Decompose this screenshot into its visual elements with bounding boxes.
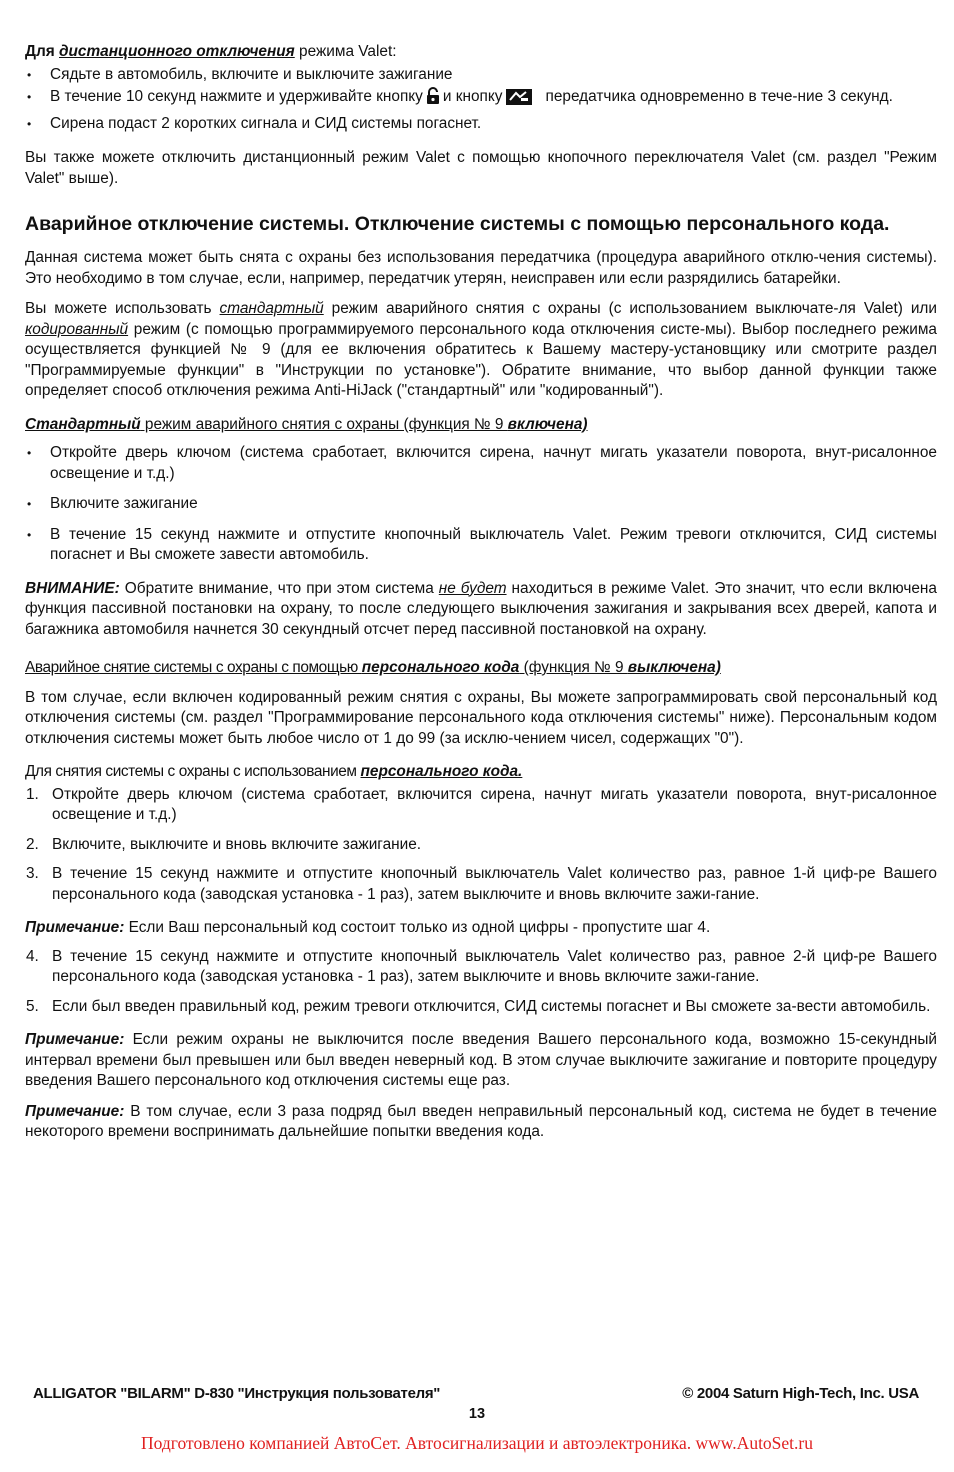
- p2-coded: кодированный: [25, 320, 129, 338]
- note-2: [25, 1030, 937, 1092]
- coded-sub-a: Для снятия системы с охраны с использованием: [25, 763, 361, 780]
- warning-label: ВНИМАНИЕ:: [25, 579, 120, 597]
- list-item: • Откройте дверь ключом (система сработает, включится сирена, начнут мигать указатели поворота, внут-рисалонное освещение и т.д.): [27, 444, 937, 482]
- lock-icon: [426, 87, 440, 112]
- footer-copyright: © 2004 Saturn High-Tech, Inc. USA: [682, 1385, 919, 1402]
- coded-step-5: Если был введен правильный код, режим тревоги отключится, СИД системы погаснет и Вы сможете за-вести автомобиль.: [52, 997, 931, 1015]
- p2-b: режим аварийного снятия с охраны (с использованием выключате-ля Valet) или: [323, 300, 938, 317]
- p2-c: режим (с помощью программируемого персонального кода отключения систе-мы). Выбор последнего режима осуществляется функцией № 9 (для ее включения обратитесь к Вашему мастеру-установщику или смотрите раздел "Программируемые функции" в "Инструкции по установке"). Обратите внимание, что выбор данной функции также определяет способ отключения режима Anti-HiJack ("стандартный" или "кодированный").: [25, 320, 937, 399]
- remote-step-2a: В течение 10 секунд нажмите и удерживайте кнопку: [50, 88, 423, 105]
- page-number: 13: [468, 1406, 486, 1422]
- standard-step-1: Откройте дверь ключом (система сработает, включится сирена, начнут мигать указатели поворота, внут-рисалонное освещение и т.д.): [50, 444, 937, 482]
- remote-off-note: Вы также можете отключить дистанционный режим Valet с помощью кнопочного переключателя Valet (см. раздел "Режим Valet" выше).: [25, 149, 937, 187]
- list-item: • Сирена подаст 2 коротких сигнала и СИД системы погаснет.: [27, 114, 482, 132]
- note-3: [25, 1102, 937, 1143]
- list-item: • Сядьте в автомобиль, включите и выключите зажигание: [27, 65, 453, 83]
- standard-step-3: В течение 15 секунд нажмите и отпустите кнопочный выключатель Valet. Режим тревоги отключится, СИД системы погаснет и Вы сможете завести автомобиль.: [50, 525, 937, 563]
- intro-a: Для: [25, 43, 59, 60]
- page-body: [25, 42, 937, 1143]
- remote-step-1: Сядьте в автомобиль, включите и выключите зажигание: [50, 65, 453, 83]
- list-item: 4. В течение 15 секунд нажмите и отпустите кнопочный выключатель Valet количество раз, равное 2-й циф-ре Вашего персонального кода (заводская установка - 1 раз), затем выключите и вновь включите зажи-гание.: [26, 947, 937, 985]
- coded-sub-em: персонального кода.: [360, 763, 523, 780]
- remote-step-3: Сирена подаст 2 коротких сигнала и СИД системы погаснет.: [50, 114, 482, 132]
- note-label: Примечание:: [25, 919, 125, 936]
- list-item: 1. Откройте дверь ключом (система сработает, включится сирена, начнут мигать указатели поворота, внут-рисалонное освещение и т.д.): [26, 785, 937, 823]
- coded-p1: В том случае, если включен кодированный режим снятия с охраны, Вы можете запрограммировать свой персональный код отключения системы (см. раздел "Программирование персонального кода отключения системы" ниже). Персональным кодом отключения системы может быть любое число от 1 до 99 (за исклю-чением чисел, содержащих "0").: [25, 688, 937, 747]
- list-item: • В течение 10 секунд нажмите и удерживайте кнопку и кнопку передатчика одновременно в тече-ние 3 секунд.: [25, 87, 937, 112]
- p2-standard: стандартный: [219, 300, 324, 317]
- remote-off-intro: [25, 42, 937, 63]
- note-label: Примечание:: [25, 1102, 125, 1120]
- remote-step-2b: и кнопку: [442, 88, 503, 105]
- emergency-p1: Данная система может быть снята с охраны без использования передатчика (процедура аварийного отклю-чения системы). Это необходимо в том случае, если, например, передатчик утерян, неисправен или если разрядились батарейки.: [25, 249, 937, 287]
- coded-step-4: В течение 15 секунд нажмите и отпустите кнопочный выключатель Valet количество раз, равное 2-й циф-ре Вашего персонального кода (заводская установка - 1 раз), затем выключите и вновь включите зажи-гание.: [52, 947, 937, 985]
- standard-head-em: Стандартный: [25, 415, 141, 433]
- list-item: 2. Включите, выключите и вновь включите зажигание.: [26, 835, 422, 853]
- warn-em: не будет: [438, 579, 507, 597]
- list-item: • Включите зажигание: [27, 495, 198, 512]
- emergency-p2: [25, 299, 937, 402]
- coded-heading: [25, 658, 937, 679]
- trunk-icon: [506, 89, 532, 112]
- intro-b: режима Valet:: [294, 43, 397, 60]
- warn-b: находиться в режиме Valet. Это значит, что если включена функция пассивной постановки на охрану, то после следующего выключения зажигания и закрывания всех дверей, капота и багажника автомобиля начнется 30 секундный отсчет перед пассивной постановкой на охрану.: [25, 579, 937, 638]
- warn-a: Обратите внимание, что при этом система: [119, 579, 439, 597]
- list-item: 3. В течение 15 секунд нажмите и отпустите кнопочный выключатель Valet количество раз, равное 1-й циф-ре Вашего персонального кода (заводская установка - 1 раз), затем выключите и вновь включите зажи-гание.: [26, 865, 937, 903]
- p2-a: Вы можете использовать: [25, 300, 220, 317]
- footer-title: ALLIGATOR "BILARM" D-830 "Инструкция пользователя": [33, 1385, 441, 1402]
- standard-head-on: включена): [507, 415, 588, 433]
- list-item: 5. Если был введен правильный код, режим тревоги отключится, СИД системы погаснет и Вы сможете за-вести автомобиль.: [26, 997, 931, 1015]
- remote-step-2c: передатчика одновременно в тече-ние 3 секунд.: [545, 88, 893, 105]
- note-1: [25, 918, 937, 939]
- warning-paragraph: [25, 579, 937, 641]
- coded-sub: [25, 762, 937, 783]
- intro-em: дистанционного отключения: [59, 43, 295, 60]
- standard-step-2: Включите зажигание: [50, 495, 198, 512]
- coded-head-em: персонального кода: [361, 659, 520, 676]
- section-heading: Аварийное отключение системы. Отключение системы с помощью персонального кода.: [25, 213, 890, 235]
- coded-step-3: В течение 15 секунд нажмите и отпустите кнопочный выключатель Valet количество раз, равное 1-й циф-ре Вашего персонального кода (заводская установка - 1 раз), затем выключите и вновь включите зажи-гание.: [52, 865, 937, 903]
- coded-head-b: (функция № 9: [519, 659, 628, 676]
- standard-head-a: режим аварийного снятия с охраны (функция № 9: [140, 415, 508, 433]
- coded-step-1: Откройте дверь ключом (система сработает, включится сирена, начнут мигать указатели поворота, внут-рисалонное освещение и т.д.): [52, 785, 937, 823]
- note-2-text: Если режим охраны не выключится после введения Вашего персонального кода, возможно 15-секундный интервал времени был превышен или был введен неверный код. В этом случае выключите зажигание и повторите процедуру введения Вашего персонального код отключения системы еще раз.: [25, 1031, 937, 1089]
- credit-line: Подготовлено компанией АвтоСет. Автосигнализации и автоэлектроника. www.AutoSet.ru: [141, 1433, 813, 1453]
- list-item: • В течение 15 секунд нажмите и отпустите кнопочный выключатель Valet. Режим тревоги отключится, СИД системы погаснет и Вы сможете завести автомобиль.: [27, 525, 937, 563]
- note-3-text: В том случае, если 3 раза подряд был введен неправильный персональный код, система не будет в течение некоторого времени воспринимать дальнейшие попытки введения кода.: [25, 1102, 937, 1140]
- coded-head-a: Аварийное снятие системы с охраны с помощью: [25, 659, 362, 676]
- coded-head-off: выключена): [627, 659, 721, 676]
- note-label: Примечание:: [25, 1031, 125, 1048]
- standard-heading: [25, 415, 937, 436]
- note-1-text: Если Ваш персональный код состоит только из одной цифры - пропустите шаг 4.: [124, 919, 711, 936]
- coded-step-2: Включите, выключите и вновь включите зажигание.: [52, 835, 422, 853]
